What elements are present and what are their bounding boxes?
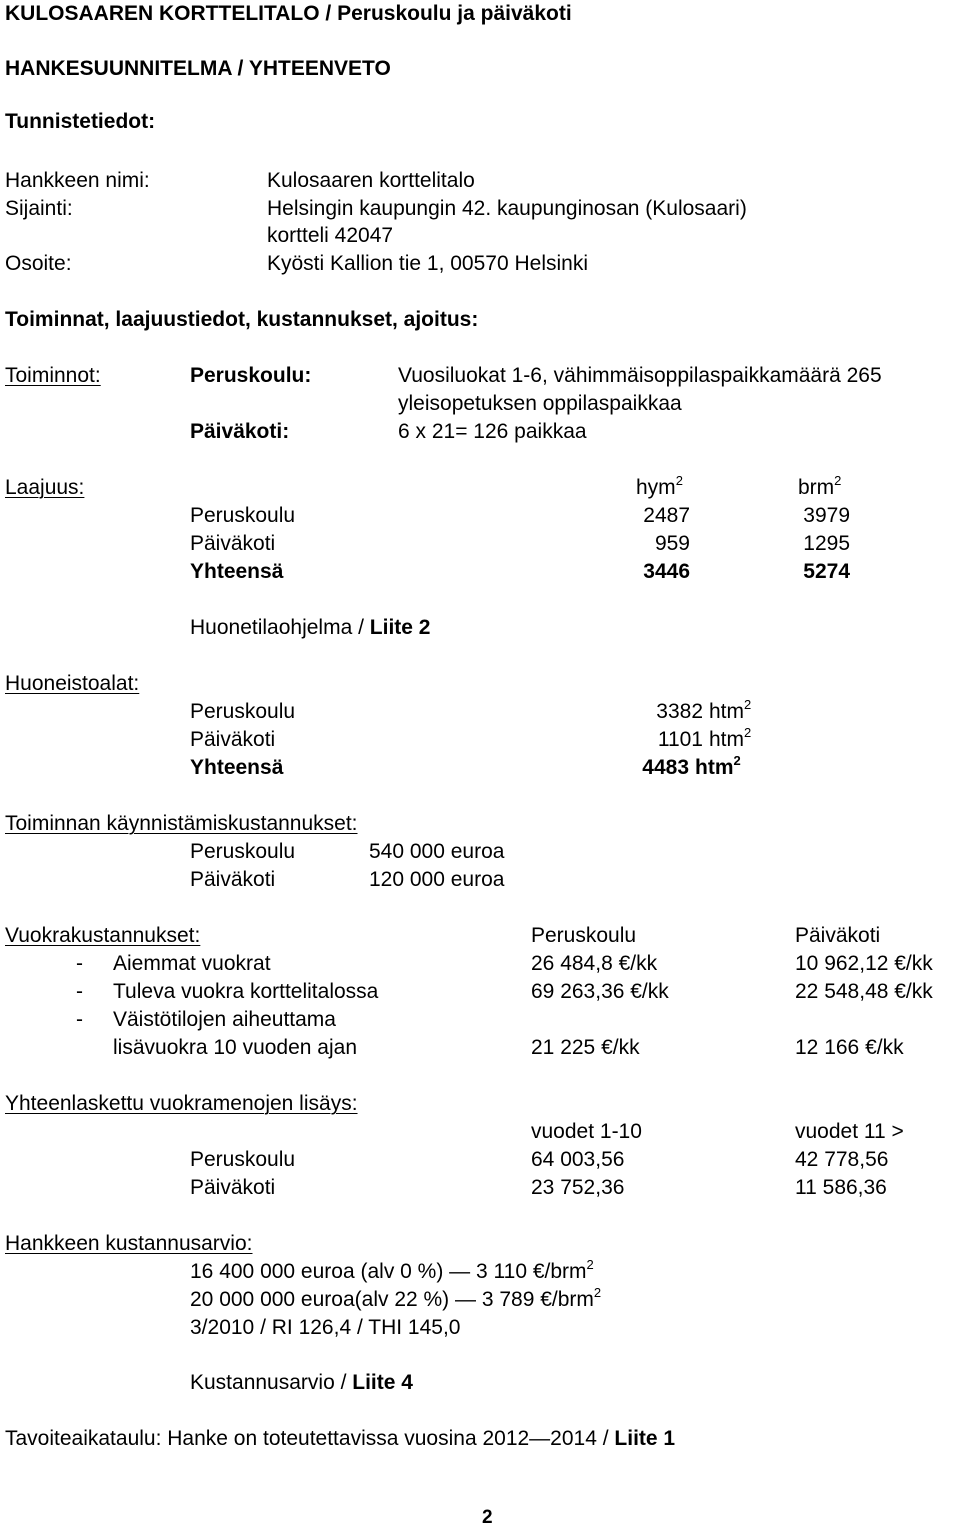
document-title: KULOSAAREN KORTTELITALO / Peruskoulu ja päiväkoti (5, 2, 572, 25)
scope-row-hym: 959 (654, 532, 690, 555)
estimate-line-1: 16 400 000 euroa (alv 0 %) — 3 110 €/brm$^2$ (190, 1257, 594, 1283)
rooms-total-value: 4483 (642, 756, 689, 779)
rent-row-school: 69 263,36 €/kk (531, 980, 669, 1003)
scope-col-hym: hym$^2$ (636, 473, 683, 499)
combined-col-2: vuodet 11 > (795, 1120, 904, 1143)
school-label: Peruskoulu: (190, 364, 312, 387)
scope-row-hym: 2487 (643, 504, 690, 527)
appendix-1-link: Liite 1 (614, 1427, 676, 1450)
startup-row-name: Peruskoulu (190, 840, 296, 863)
estimate-reference: Kustannusarvio / Liite 4 (190, 1371, 413, 1394)
rent-col-school: Peruskoulu (531, 924, 637, 947)
rent-row-name-2: lisävuokra 10 vuoden ajan (113, 1036, 358, 1059)
rent-row-name-1: Väistötilojen aiheuttama (113, 1008, 336, 1031)
rent-bullet: - (76, 980, 83, 1003)
scope-row-name: Päiväkoti (190, 532, 276, 555)
project-name-label: Hankkeen nimi: (5, 169, 150, 192)
rooms-row-unit: htm$^2$ (709, 697, 752, 723)
rooms-label: Huoneistoalat: (5, 672, 140, 695)
startup-row-name: Päiväkoti (190, 868, 276, 891)
combined-label: Yhteenlaskettu vuokramenojen lisäys: (5, 1092, 358, 1115)
rent-bullet: - (76, 1008, 83, 1031)
section-heading-functions: Toiminnat, laajuustiedot, kustannukset, ajoitus: (5, 308, 479, 331)
combined-row-v2: 11 586,36 (795, 1176, 887, 1199)
room-program-reference: Huonetilaohjelma / Liite 2 (190, 616, 431, 639)
rent-bullet: - (76, 952, 83, 975)
scope-total-name: Yhteensä (190, 560, 284, 583)
scope-label: Laajuus: (5, 476, 85, 499)
document-subtitle: HANKESUUNNITELMA / YHTEENVETO (5, 57, 391, 80)
rooms-row-unit: htm$^2$ (709, 725, 752, 751)
rooms-total-name: Yhteensä (190, 756, 284, 779)
functions-label: Toiminnot: (5, 364, 101, 387)
location-label: Sijainti: (5, 197, 73, 220)
scope-row-brm: 1295 (803, 532, 850, 555)
rent-label: Vuokrakustannukset: (5, 924, 201, 947)
rent-row-school: 26 484,8 €/kk (531, 952, 658, 975)
estimate-label: Hankkeen kustannusarvio: (5, 1232, 253, 1255)
rent-row-school: 21 225 €/kk (531, 1036, 640, 1059)
school-value-2: yleisopetuksen oppilaspaikkaa (398, 392, 682, 415)
rooms-row-name: Päiväkoti (190, 728, 276, 751)
scope-row-name: Peruskoulu (190, 504, 296, 527)
rent-row-daycare: 12 166 €/kk (795, 1036, 904, 1059)
location-value-1: Helsingin kaupungin 42. kaupunginosan (Kulosaari) (267, 197, 747, 220)
school-value-1: Vuosiluokat 1-6, vähimmäisoppilaspaikkamäärä 265 (398, 364, 882, 387)
rooms-total-unit: htm$^2$ (695, 753, 741, 779)
rent-col-daycare: Päiväkoti (795, 924, 881, 947)
combined-row-v2: 42 778,56 (795, 1148, 889, 1171)
startup-row-value: 120 000 euroa (369, 868, 505, 891)
page-number: 2 (482, 1507, 493, 1528)
project-name-value: Kulosaaren korttelitalo (267, 169, 475, 192)
rent-row-name: Aiemmat vuokrat (113, 952, 271, 975)
daycare-label: Päiväkoti: (190, 420, 290, 443)
scope-row-brm: 3979 (803, 504, 850, 527)
combined-row-name: Peruskoulu (190, 1148, 296, 1171)
estimate-line-3: 3/2010 / RI 126,4 / THI 145,0 (190, 1316, 461, 1339)
scope-total-brm: 5274 (803, 560, 850, 583)
rent-row-daycare: 10 962,12 €/kk (795, 952, 933, 975)
daycare-value: 6 x 21= 126 paikkaa (398, 420, 587, 443)
estimate-line-2: 20 000 000 euroa(alv 22 %) — 3 789 €/brm$^2$ (190, 1285, 602, 1311)
combined-row-v1: 64 003,56 (531, 1148, 625, 1171)
appendix-2-link: Liite 2 (369, 616, 431, 639)
section-heading-identity: Tunnistetiedot: (5, 110, 156, 133)
scope-col-brm: brm$^2$ (798, 473, 842, 499)
location-value-2: kortteli 42047 (267, 224, 394, 247)
combined-col-1: vuodet 1-10 (531, 1120, 642, 1143)
startup-label: Toiminnan käynnistämiskustannukset: (5, 812, 358, 835)
address-value: Kyösti Kallion tie 1, 00570 Helsinki (267, 252, 589, 275)
address-label: Osoite: (5, 252, 72, 275)
combined-row-name: Päiväkoti (190, 1176, 276, 1199)
rent-row-daycare: 22 548,48 €/kk (795, 980, 933, 1003)
rooms-row-value: 1101 (657, 728, 703, 751)
rooms-row-name: Peruskoulu (190, 700, 296, 723)
appendix-4-link: Liite 4 (352, 1371, 413, 1394)
rent-row-name: Tuleva vuokra korttelitalossa (113, 980, 379, 1003)
rooms-row-value: 3382 (656, 700, 703, 723)
schedule-text: Tavoiteaikataulu: Hanke on toteutettavissa vuosina 2012—2014 / Liite 1 (5, 1427, 676, 1450)
scope-total-hym: 3446 (643, 560, 690, 583)
startup-row-value: 540 000 euroa (369, 840, 505, 863)
combined-row-v1: 23 752,36 (531, 1176, 625, 1199)
